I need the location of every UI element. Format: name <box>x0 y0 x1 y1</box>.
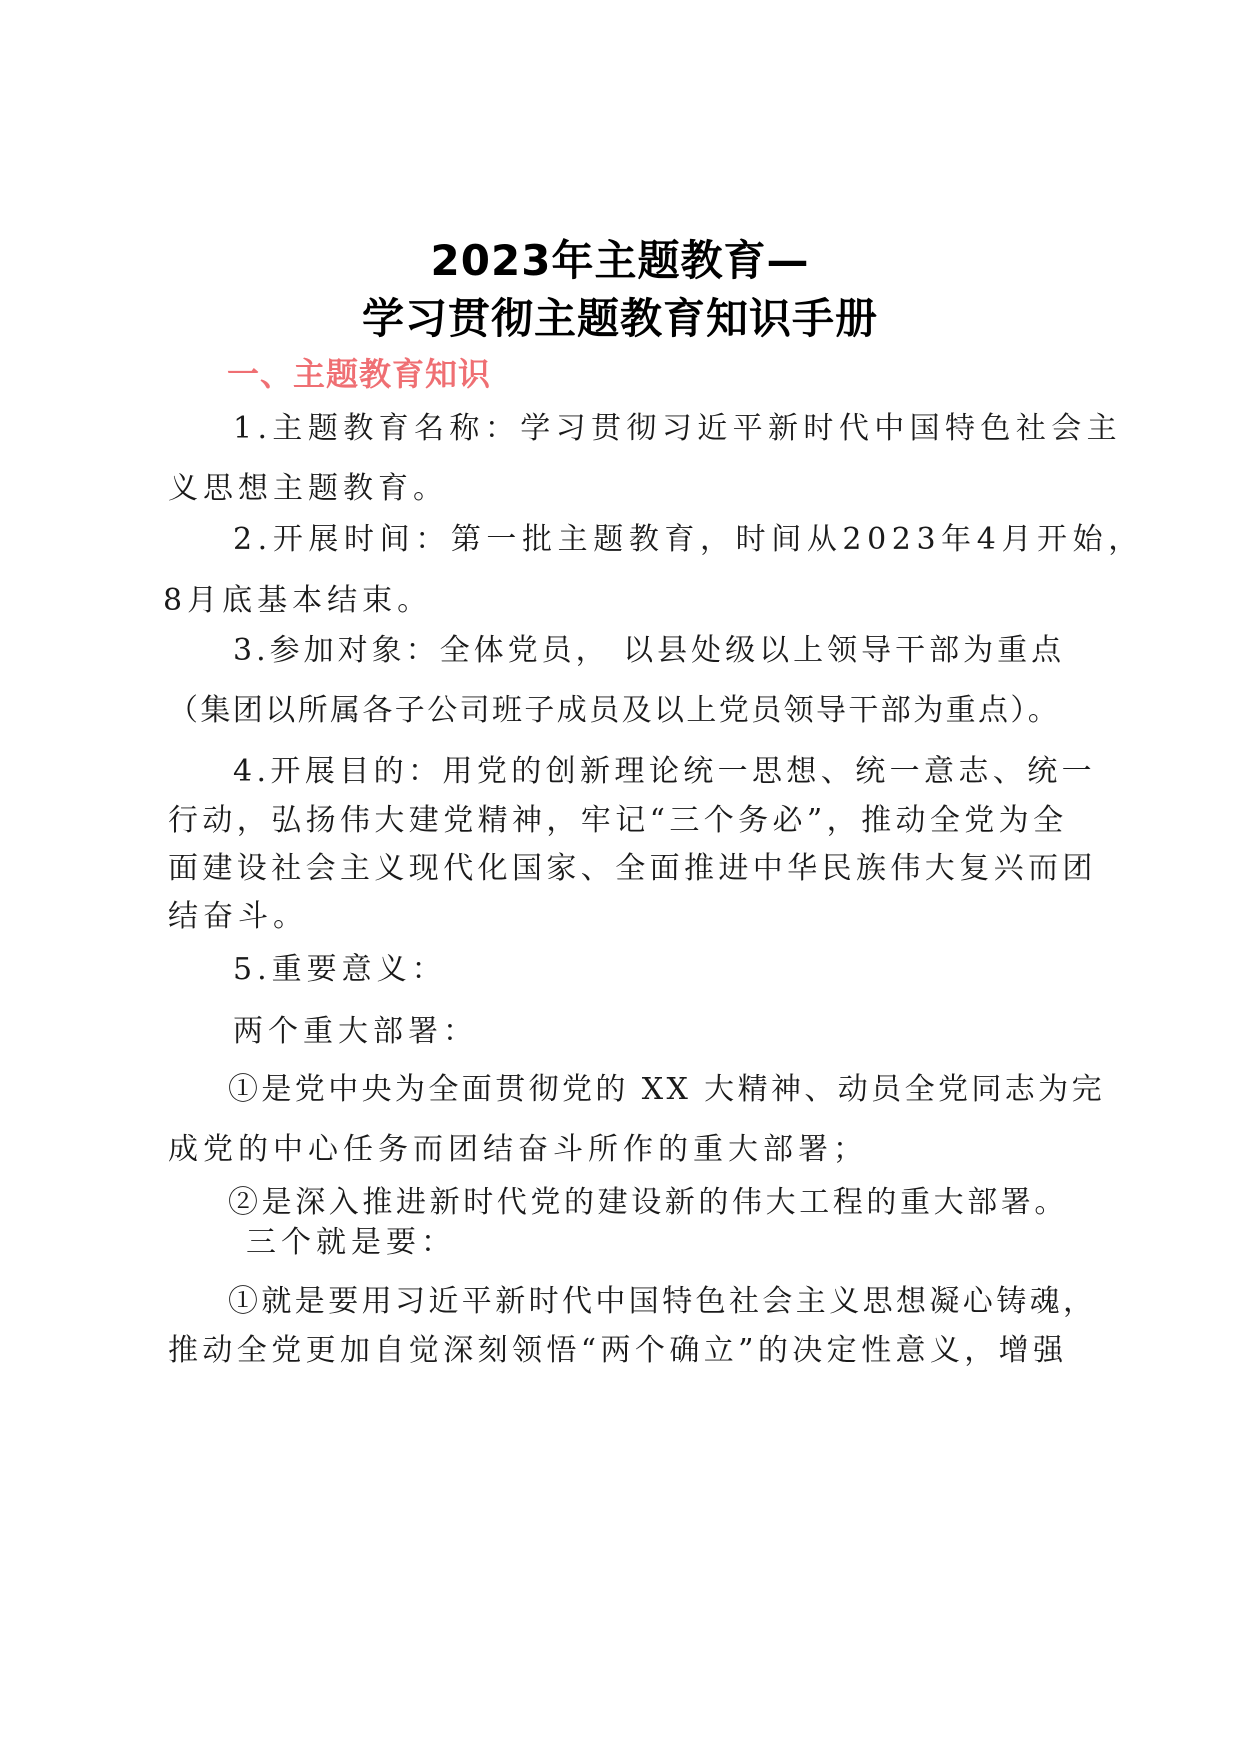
item-2-line-1: 2.开展时间：第一批主题教育，时间从2023年4月开始， <box>233 522 1144 557</box>
two-deployments-heading: 两个重大部署： <box>233 1014 478 1049</box>
two-deployments-item-2: ②是深入推进新时代党的建设新的伟大工程的重大部署。 <box>228 1185 1068 1220</box>
item-1-line-2: 义思想主题教育。 <box>168 471 448 506</box>
item-2-line-2: 8月底基本结束。 <box>163 583 433 618</box>
document-title-line-1: 2023年主题教育— <box>430 236 810 285</box>
item-5-heading: 5.重要意义： <box>233 952 447 987</box>
three-musts-heading: 三个就是要： <box>246 1225 456 1260</box>
section-heading: 一、主题教育知识 <box>227 355 492 393</box>
three-musts-item-1-line-2: 推动全党更加自觉深刻领悟“两个确立”的决定性意义，增强 <box>168 1333 1068 1368</box>
item-3-line-2: （集团以所属各子公司班子成员及以上党员领导干部为重点）。 <box>168 693 1061 728</box>
document-title-line-2: 学习贯彻主题教育知识手册 <box>361 294 878 343</box>
three-musts-item-1-line-1: ①就是要用习近平新时代中国特色社会主义思想凝心铸魂， <box>228 1284 1097 1319</box>
item-4-line-2: 行动，弘扬伟大建党精神，牢记“三个务必”，推动全党为全 <box>168 803 1068 838</box>
item-4-line-4: 结奋斗。 <box>168 899 308 934</box>
two-deployments-item-1-line-1: ①是党中央为全面贯彻党的 XX 大精神、动员全党同志为完 <box>228 1072 1105 1107</box>
item-1-line-1: 1.主题教育名称：学习贯彻习近平新时代中国特色社会主 <box>233 411 1123 446</box>
two-deployments-item-1-line-2: 成党的中心任务而团结奋斗所作的重大部署； <box>168 1132 868 1167</box>
item-4-line-1: 4.开展目的：用党的创新理论统一思想、统一意志、统一 <box>233 754 1097 789</box>
item-4-line-3: 面建设社会主义现代化国家、全面推进中华民族伟大复兴而团 <box>168 851 1097 886</box>
item-3-line-1: 3.参加对象：全体党员， 以县处级以上领导干部为重点 <box>233 633 1066 668</box>
